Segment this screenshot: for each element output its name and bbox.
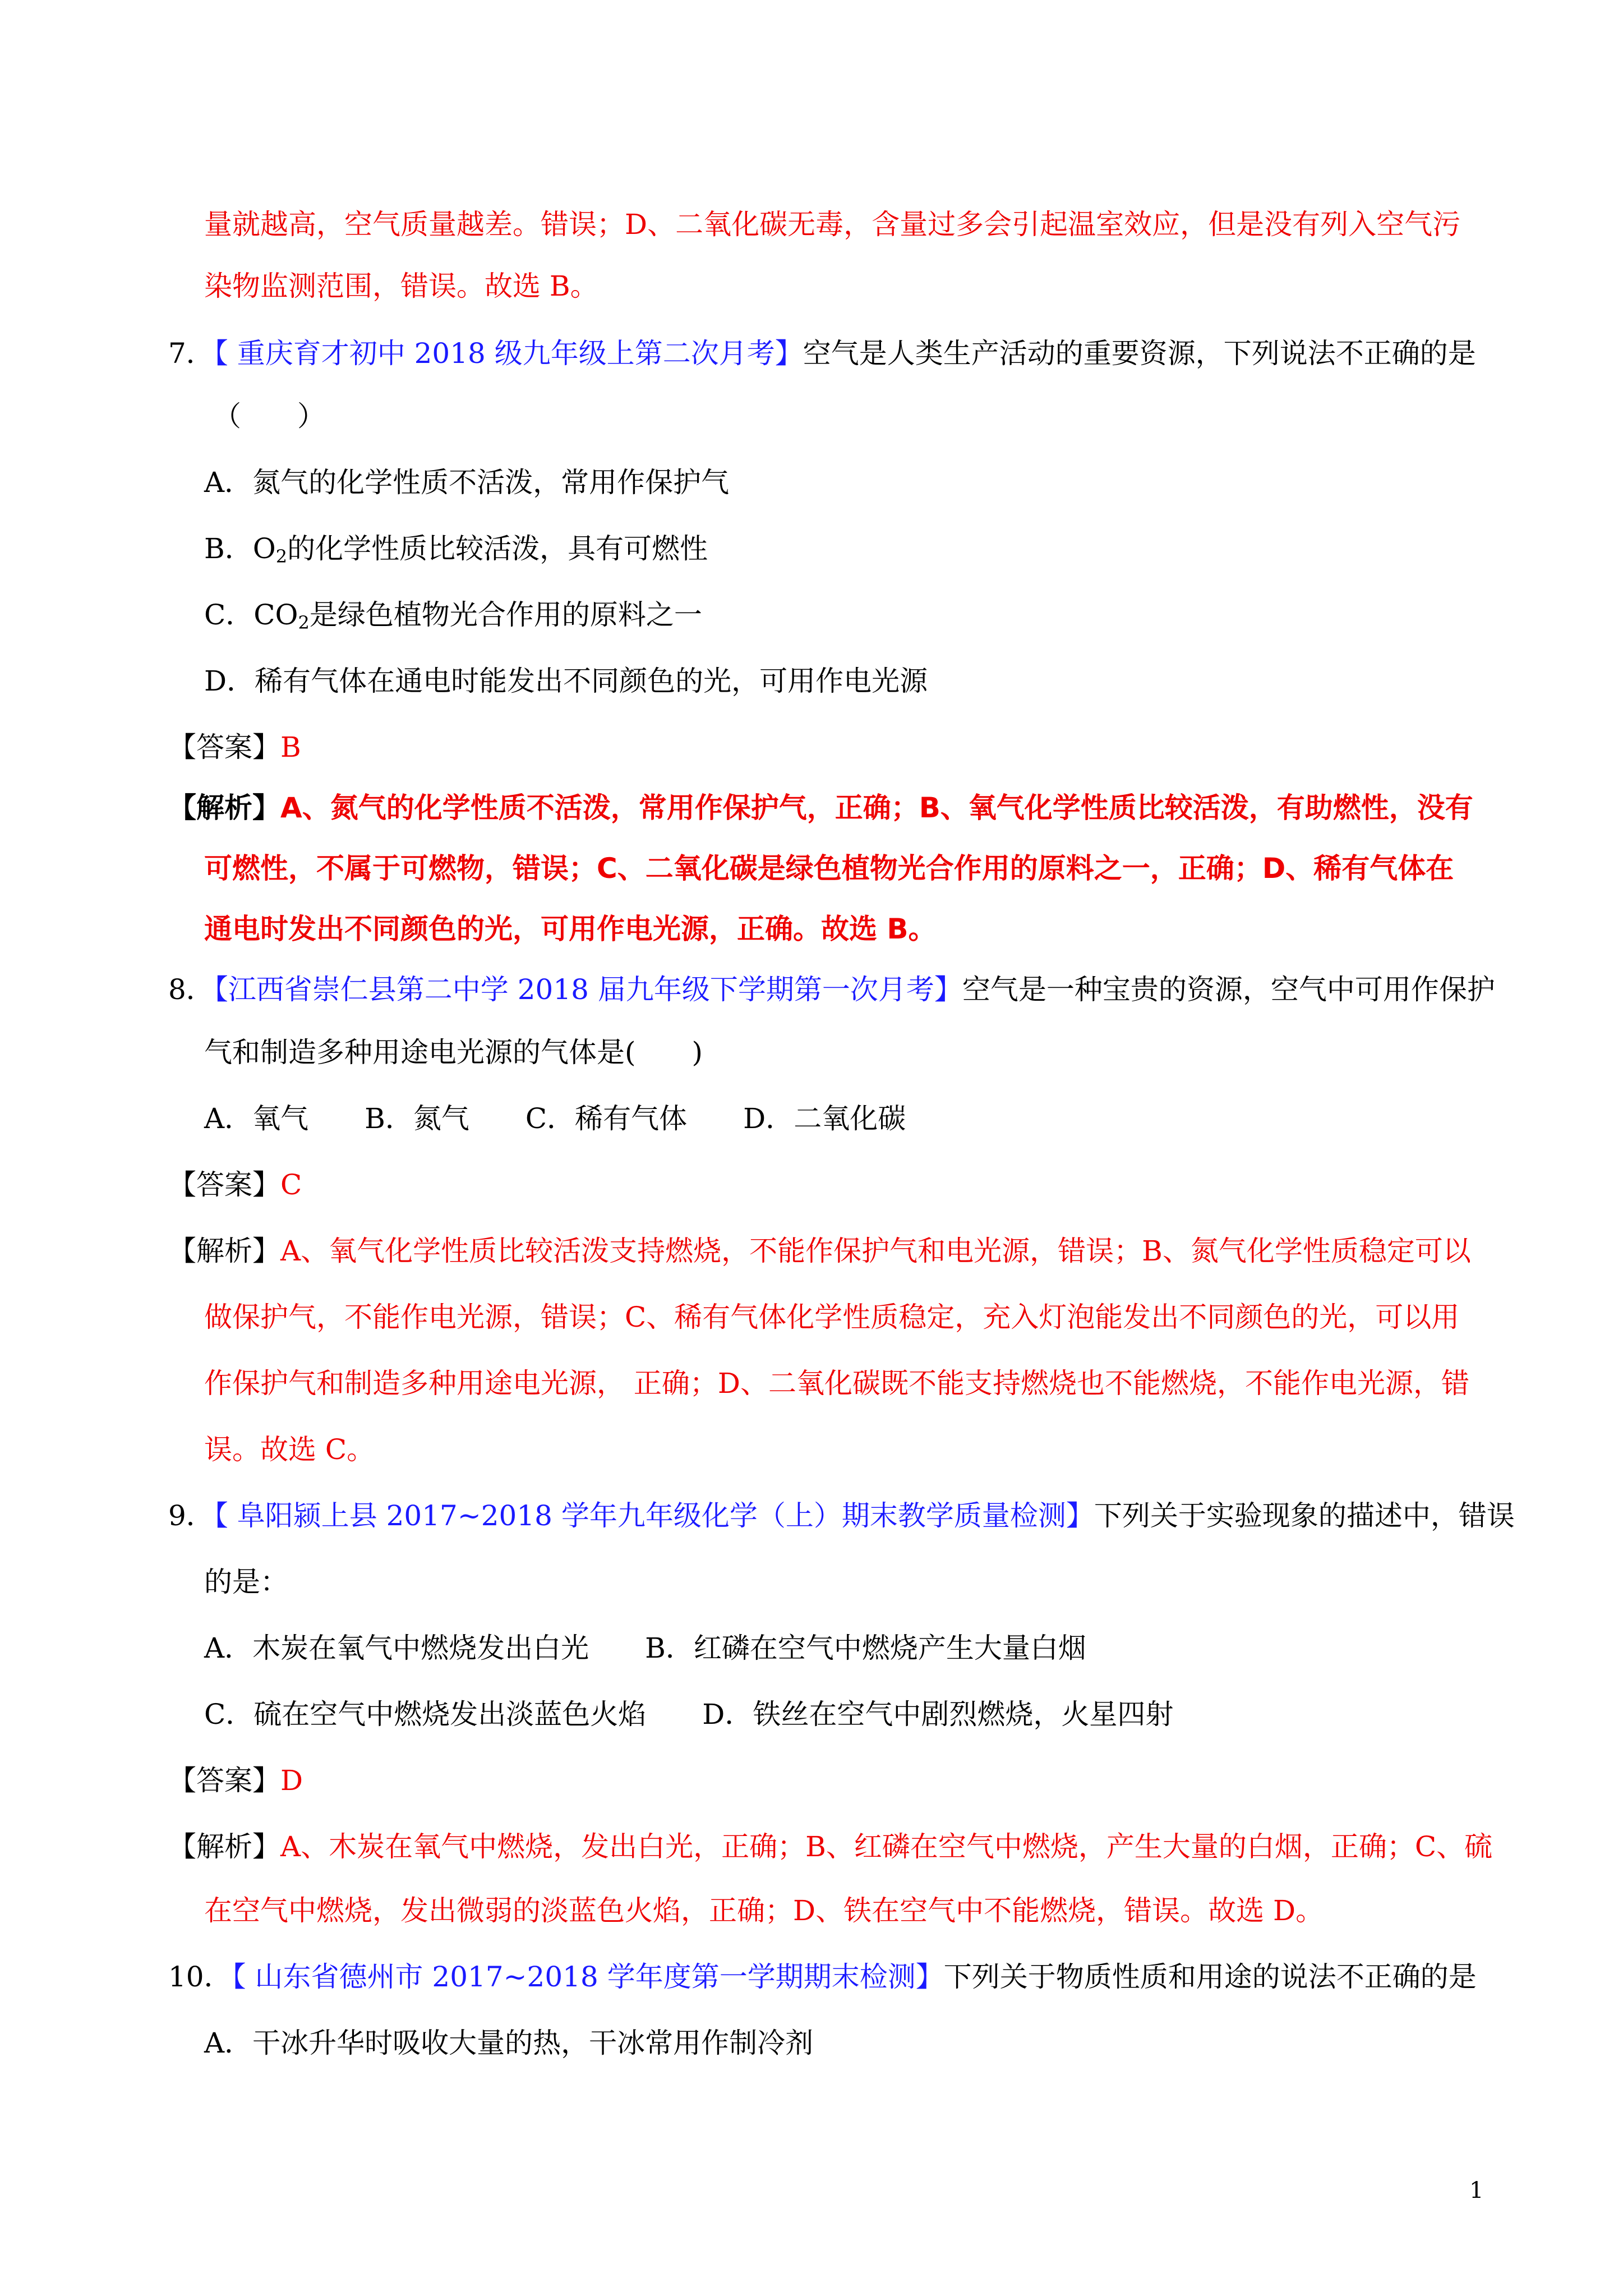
q7-stem-line — [168, 337, 1476, 370]
q8-source: 【江西省崇仁县第二中学 2018 届九年级下学期第一次月考】 — [214, 973, 962, 1006]
q10-source: 【 山东省德州市 2017~2018 学年度第一学期期末检测】 — [232, 1961, 944, 1993]
q9-options-cd: C．硫在空气中燃烧发出淡蓝色火焰 D．铁丝在空气中剧烈燃烧，火星四射 — [204, 1698, 1174, 1731]
q8-answer: 【答案】C — [168, 1168, 302, 1201]
q8-stem-line-1: 8．【江西省崇仁县第二中学 2018 届九年级下学期第一次月考】空气是一种宝贵的资源，空气中可用作保护 — [168, 973, 1495, 1006]
page-number: 1 — [1469, 2178, 1484, 2203]
q7-blank: （ ） — [213, 400, 325, 432]
q9-analysis-line-1: 【解析】A、木炭在氧气中燃烧，发出白光，正确；B、红磷在空气中燃烧，产生大量的白烟，正确；C、硫 — [168, 1830, 1493, 1863]
q8-analysis-line-2: 做保护气，不能作电光源，错误；C、稀有气体化学性质稳定，充入灯泡能发出不同颜色的光，可以用 — [204, 1301, 1460, 1333]
q7-stem: 空气是人类生产活动的重要资源，下列说法不正确的是 — [803, 337, 1476, 370]
q9-answer: 【答案】D — [168, 1764, 303, 1797]
q7-number: 7． — [168, 337, 214, 370]
q7-option-b: B．$O_2$的化学性质比较活泼，具有可燃性 — [204, 532, 708, 567]
q8-analysis-line-3: 作保护气和制造多种用途电光源， 正确；D、二氧化碳既不能支持燃烧也不能燃烧，不能作电光源，错 — [204, 1367, 1469, 1400]
q9-analysis-line-2: 在空气中燃烧，发出微弱的淡蓝色火焰，正确；D、铁在空气中不能燃烧，错误。故选 D。 — [204, 1894, 1324, 1927]
q7-source: 【 重庆育才初中 2018 级九年级上第二次月考】 — [214, 337, 803, 370]
q9-source: 【 阜阳颍上县 2017~2018 学年九年级化学（上）期末教学质量检测】 — [214, 1499, 1094, 1532]
q9-stem-line-1: 9．【 阜阳颍上县 2017~2018 学年九年级化学（上）期末教学质量检测】下列关于实验现象的描述中，错误 — [168, 1499, 1515, 1532]
q8-stem-line-2: 气和制造多种用途电光源的气体是( ) — [204, 1036, 703, 1069]
q10-option-a: A．干冰升华时吸收大量的热，干冰常用作制冷剂 — [204, 2027, 814, 2059]
q9-stem-line-2: 的是： — [204, 1566, 288, 1598]
q6-analysis-line-2: 染物监测范围，错误。故选 B。 — [204, 270, 598, 302]
q7-analysis-line-2: 可燃性，不属于可燃物，错误；C、二氧化碳是绿色植物光合作用的原料之一，正确；D、稀有气体在 — [204, 852, 1454, 885]
q8-options: A．氧气 B．氮气 C．稀有气体 D．二氧化碳 — [204, 1102, 906, 1135]
q7-analysis-line-3: 通电时发出不同颜色的光，可用作电光源，正确。故选 B。 — [204, 913, 937, 945]
q7-analysis-line-1: 【解析】A、氮气的化学性质不活泼，常用作保护气，正确；B、氧气化学性质比较活泼，有助燃性，没有 — [168, 792, 1473, 824]
q9-options-ab: A．木炭在氧气中燃烧发出白光 B．红磷在空气中燃烧产生大量白烟 — [204, 1632, 1086, 1664]
q10-stem-line: 10．【 山东省德州市 2017~2018 学年度第一学期期末检测】下列关于物质性质和用途的说法不正确的是 — [168, 1961, 1477, 1993]
q7-option-a: A．氮气的化学性质不活泼，常用作保护气 — [204, 466, 730, 499]
q7-answer: 【答案】B — [168, 731, 301, 763]
q8-analysis-line-1: 【解析】A、氧气化学性质比较活泼支持燃烧，不能作保护气和电光源，错误；B、氮气化学性质稳定可以 — [168, 1235, 1471, 1267]
q8-analysis-line-4: 误。故选 C。 — [204, 1433, 375, 1466]
q7-option-c: C．$CO_2$是绿色植物光合作用的原料之一 — [204, 599, 702, 633]
q7-option-d: D．稀有气体在通电时能发出不同颜色的光，可用作电光源 — [204, 665, 928, 697]
q6-analysis-line-1: 量就越高，空气质量越差。错误；D、二氧化碳无毒，含量过多会引起温室效应，但是没有列入空气污 — [204, 208, 1461, 241]
